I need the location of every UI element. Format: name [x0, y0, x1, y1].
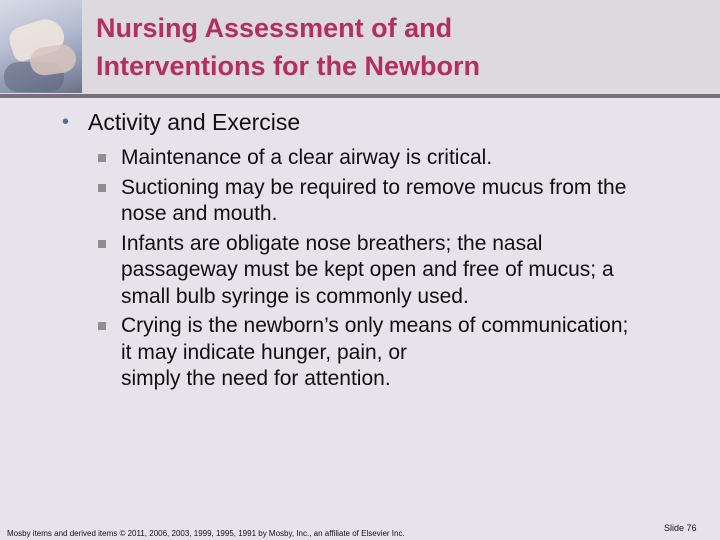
level1-item: [62, 107, 300, 137]
copyright-footer: Mosby items and derived items © 2011, 2006, 2003, 1999, 1995, 1991 by Mosby, Inc., an affiliate of Elsevier Inc.: [7, 529, 405, 538]
level1-label: Activity and Exercise: [88, 109, 301, 135]
square-bullet-icon: [98, 154, 106, 162]
sub-bullet-text: Infants are obligate nose breathers; the nasal passageway must be kept open and free of mucus; a small bulb syringe is commonly used.: [121, 231, 614, 308]
sub-bullet-item: [92, 175, 712, 228]
sub-bullet-item: [92, 145, 712, 172]
header-divider: [0, 94, 720, 98]
slide-header: [0, 0, 720, 94]
level1-bullet-icon: •: [62, 111, 70, 133]
sub-bullet-text: Suctioning may be required to remove mucus from the nose and mouth.: [121, 175, 627, 225]
sub-bullet-text: Crying is the newborn’s only means of communication; it may indicate hunger, pain, or simply the need for attention.: [121, 314, 629, 390]
square-bullet-icon: [98, 240, 106, 248]
sub-bullet-item: [92, 313, 712, 393]
square-bullet-icon: [98, 322, 106, 330]
sub-bullet-item: [92, 231, 712, 311]
slide-title: Nursing Assessment of and Interventions for the Newborn: [96, 13, 481, 81]
hands-photo-icon: [0, 0, 82, 93]
slide-number: Slide 76: [664, 523, 697, 533]
sub-bullet-text: Maintenance of a clear airway is critical.: [121, 146, 493, 169]
sub-bullet-list: [92, 145, 712, 396]
square-bullet-icon: [98, 184, 106, 192]
